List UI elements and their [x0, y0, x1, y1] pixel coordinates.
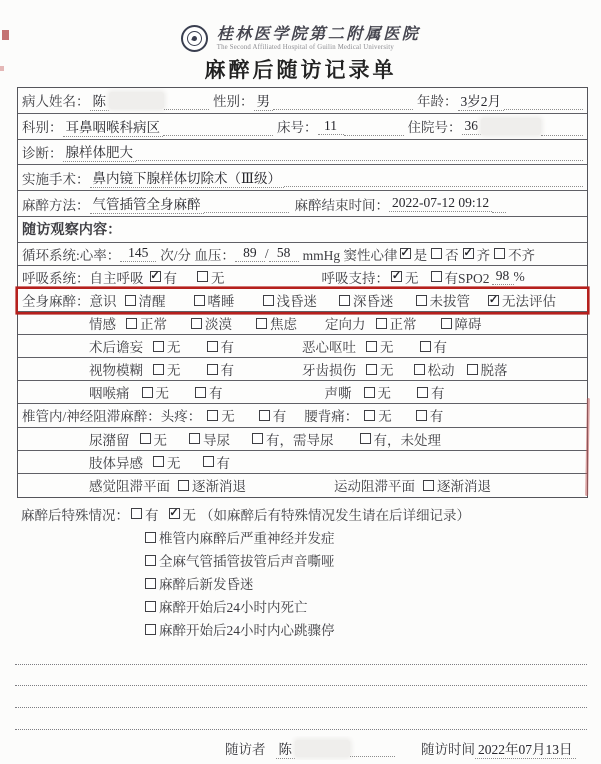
- checkbox-option: [131, 504, 159, 524]
- fill-in-line: [204, 198, 289, 213]
- checkbox-unchecked-icon: [360, 433, 371, 444]
- row-general-anesthesia-consciousness: [18, 289, 587, 312]
- checkbox-label: 松动: [427, 363, 455, 379]
- checkbox-option: [467, 359, 508, 379]
- checkbox-unchecked-icon: [366, 364, 377, 375]
- checkbox-option: [189, 429, 230, 449]
- checkbox-option: [360, 429, 442, 449]
- field-label: 随访时间: [421, 742, 475, 757]
- field-label: 呼吸支持：: [321, 270, 389, 286]
- checkbox-option: [125, 290, 166, 310]
- field-label: 麻醉方法：: [22, 197, 90, 213]
- fill-in-line: [284, 172, 583, 187]
- checkbox-label: 无: [380, 340, 394, 356]
- checkbox-option: [126, 313, 167, 333]
- checkbox-option: [145, 573, 254, 593]
- checkbox-label: 无: [167, 455, 181, 471]
- checkbox-label: 有: [433, 340, 447, 356]
- checkbox-unchecked-icon: [207, 410, 218, 421]
- checkbox-label: 深昏迷: [353, 294, 394, 310]
- redaction-blur: [109, 92, 164, 109]
- checkbox-option: [145, 596, 308, 616]
- checkbox-unchecked-icon: [153, 456, 164, 467]
- field-label: 呼吸系统：自主呼吸: [22, 270, 144, 286]
- row-block-plane: [18, 474, 587, 497]
- checkbox-unchecked-icon: [256, 318, 267, 329]
- field-value: 腺样体肥大: [63, 141, 137, 162]
- checkbox-checked-icon: ✓: [463, 247, 473, 260]
- row-complication-new-coma: [17, 572, 588, 595]
- checkbox-unchecked-icon: [203, 456, 214, 467]
- checkbox-label: 无法评估: [502, 294, 556, 310]
- field-label: （如麻醉后有特殊情况发生请在后详细记录）: [200, 507, 470, 523]
- field-label: 椎管内/神经阻滞麻醉：头疼：: [22, 409, 202, 425]
- checkbox-option: [142, 382, 170, 402]
- checkbox-label: 浅昏迷: [276, 294, 317, 310]
- checkbox-checked-icon: ✓: [391, 270, 402, 283]
- checkbox-label: 无: [167, 340, 181, 356]
- form-header: [0, 0, 601, 83]
- checkbox-label: 麻醉后新发昏迷: [159, 577, 254, 593]
- checkbox-label: 有: [163, 270, 177, 286]
- field-label: 科别：: [22, 120, 63, 136]
- checkbox-unchecked-icon: [145, 601, 156, 612]
- checkbox-label: 无: [182, 507, 196, 523]
- checkbox-label: 有: [209, 386, 223, 402]
- checkbox-checked-icon: ✓: [150, 270, 160, 283]
- checkbox-option: [431, 244, 459, 264]
- checkbox-unchecked-icon: [197, 271, 208, 282]
- checkbox-label: 无: [221, 409, 235, 425]
- row-complication-hoarseness: [17, 549, 588, 572]
- checkbox-label: 否: [445, 247, 459, 263]
- row-urinary-retention: [18, 428, 587, 451]
- checkbox-label: 有: [220, 340, 234, 356]
- checkbox-option: [420, 336, 448, 356]
- field-label: 肢体异感: [89, 455, 143, 471]
- checkbox-label: 有: [220, 363, 234, 379]
- checkbox-unchecked-icon: [416, 295, 427, 306]
- field-label: 恶心呕吐: [302, 340, 356, 356]
- checkbox-option: [153, 359, 181, 379]
- field-value: 145: [120, 245, 156, 262]
- checkbox-label: 正常: [389, 317, 417, 333]
- checkbox-label: 脱落: [480, 363, 508, 379]
- row-special-situation: [17, 502, 588, 526]
- field-label: 次/分 血压：: [160, 247, 235, 263]
- checkbox-option: [207, 359, 235, 379]
- checkbox-label: 齐: [476, 247, 491, 263]
- checkbox-option: [366, 336, 394, 356]
- checkbox-unchecked-icon: [131, 508, 142, 519]
- follow-up-form-table: [17, 87, 588, 498]
- field-value: 2022年07月13日: [475, 738, 576, 759]
- checkbox-option: [194, 290, 235, 310]
- row-complication-cardiac-arrest-24h: [17, 618, 588, 641]
- field-value: 鼻内镜下腺样体切除术（Ⅲ级）: [90, 167, 285, 188]
- checkbox-unchecked-icon: [366, 341, 377, 352]
- checkbox-label: 无: [405, 270, 419, 286]
- hospital-name-block: [217, 25, 421, 51]
- checkbox-option: [140, 429, 168, 449]
- field-label: 住院号：: [407, 120, 462, 136]
- field-label: 感觉阻滞平面: [89, 479, 170, 495]
- checkbox-unchecked-icon: [494, 248, 505, 259]
- special-situation-section: [17, 502, 588, 641]
- row-signature: [17, 736, 588, 760]
- checkbox-label: 嗜睡: [207, 294, 235, 310]
- checkbox-option: [494, 244, 535, 264]
- checkbox-option: [195, 382, 223, 402]
- checkbox-label: 导尿: [203, 432, 230, 448]
- checkbox-option: [376, 313, 417, 333]
- fill-in-line: [492, 198, 506, 213]
- field-label: 尿潴留: [89, 432, 130, 448]
- checkbox-unchecked-icon: [467, 364, 478, 375]
- field-value: 98: [492, 268, 514, 285]
- row-limb-sensation: [18, 451, 587, 474]
- field-label: 情感: [89, 317, 116, 333]
- field-value: 58: [269, 245, 299, 262]
- checkbox-unchecked-icon: [416, 410, 427, 421]
- checkbox-label: 无: [377, 386, 391, 402]
- checkbox-unchecked-icon: [126, 318, 137, 329]
- row-delirium-nausea: [18, 335, 587, 358]
- checkbox-label: 淡漠: [205, 317, 232, 333]
- checkbox-option: [339, 290, 394, 310]
- field-label: 随访者: [225, 742, 266, 757]
- checkbox-unchecked-icon: [145, 555, 156, 566]
- checkbox-unchecked-icon: [207, 341, 218, 352]
- checkbox-label: 有: [145, 507, 159, 523]
- checkbox-option: [259, 405, 287, 425]
- hospital-name-en: The Second Affiliated Hospital of Guilin Medical University: [216, 44, 394, 52]
- checkbox-option: [169, 504, 197, 524]
- field-value: 2022-07-12 09:12: [389, 195, 492, 212]
- checkbox-option: [145, 619, 335, 639]
- field-value: 气管插管全身麻醉: [90, 193, 204, 214]
- field-label: 麻醉结束时间：: [294, 197, 389, 213]
- fill-in-line: [164, 95, 209, 110]
- signature-section: [17, 736, 588, 760]
- checkbox-unchecked-icon: [207, 364, 218, 375]
- row-circulation: [18, 243, 587, 266]
- redaction-blur: [295, 740, 350, 757]
- hospital-logo-icon: [181, 25, 208, 52]
- checkbox-label: 有: [431, 386, 445, 402]
- checkbox-unchecked-icon: [140, 433, 151, 444]
- row-vision-teeth: [18, 358, 587, 381]
- row-diagnosis: [18, 140, 587, 166]
- checkbox-label: 麻醉开始后24小时内死亡: [159, 600, 308, 616]
- checkbox-unchecked-icon: [189, 433, 200, 444]
- field-label: 床号：: [277, 120, 318, 136]
- field-label: 腰背痛：: [304, 409, 359, 425]
- checkbox-unchecked-icon: [423, 480, 434, 491]
- checkbox-label: 有: [272, 409, 287, 425]
- fill-in-line: [163, 121, 273, 136]
- checkbox-option: [207, 405, 235, 425]
- checkbox-label: 麻醉开始后24小时内心跳骤停: [159, 623, 335, 639]
- checkbox-unchecked-icon: [364, 410, 375, 421]
- checkbox-label: 无: [155, 386, 169, 402]
- field-label: 病人姓名：: [22, 94, 90, 110]
- field-value: 男: [254, 90, 274, 111]
- checkbox-label: 有SPO2: [444, 270, 490, 286]
- blank-note-line: [15, 708, 587, 730]
- checkbox-unchecked-icon: [125, 295, 136, 306]
- hospital-brand: [0, 21, 601, 55]
- checkbox-option: [191, 313, 232, 333]
- checkbox-option: [153, 452, 181, 472]
- checkbox-label: 逐渐消退: [192, 479, 246, 495]
- checkbox-option: [488, 290, 556, 310]
- checkbox-unchecked-icon: [431, 248, 442, 259]
- checkbox-option: [364, 382, 392, 402]
- row-emotion-orientation: [18, 312, 587, 335]
- checkbox-label: 不齐: [508, 247, 536, 263]
- blank-note-line: [15, 665, 587, 687]
- row-respiration: [18, 266, 587, 289]
- checkbox-label: 正常: [140, 317, 167, 333]
- checkbox-unchecked-icon: [153, 341, 164, 352]
- hospital-name-cn: 桂林医学院第二附属医院: [216, 25, 421, 43]
- checkbox-option: [463, 244, 491, 264]
- checkbox-label: 无: [211, 270, 225, 286]
- checkbox-label: 有: [429, 409, 444, 425]
- checkbox-option: [178, 475, 246, 495]
- checkbox-unchecked-icon: [259, 410, 270, 421]
- fill-in-line: [344, 121, 404, 136]
- checkbox-unchecked-icon: [195, 387, 206, 398]
- checkbox-option: [153, 336, 181, 356]
- checkbox-unchecked-icon: [145, 578, 156, 589]
- field-label: 咽喉痛: [89, 386, 130, 402]
- field-label: 麻醉后特殊情况：: [21, 507, 129, 523]
- field-label: 定向力: [325, 317, 366, 333]
- checkbox-label: 有，需导尿: [266, 432, 334, 448]
- blank-note-line: [15, 643, 587, 665]
- checkbox-option: [150, 267, 178, 287]
- field-value: 89: [235, 245, 265, 262]
- checkbox-option: [252, 429, 334, 449]
- checkbox-label: 逐渐消退: [437, 479, 491, 495]
- field-label: 年龄：: [417, 94, 458, 110]
- checkbox-unchecked-icon: [441, 318, 452, 329]
- checkbox-unchecked-icon: [178, 480, 189, 491]
- checkbox-unchecked-icon: [145, 624, 156, 635]
- checkbox-option: [366, 359, 394, 379]
- checkbox-option: [417, 382, 445, 402]
- row-complication-spinal-nerve: [17, 526, 588, 549]
- checkbox-unchecked-icon: [153, 364, 164, 375]
- checkbox-unchecked-icon: [414, 364, 425, 375]
- field-label: 全身麻醉：意识: [22, 294, 117, 310]
- field-value: 陈: [276, 738, 296, 759]
- checkbox-unchecked-icon: [145, 532, 156, 543]
- checkbox-option: [416, 290, 471, 310]
- checkbox-label: 障碍: [454, 317, 482, 333]
- row-complication-death-24h: [17, 595, 588, 618]
- field-label: 性别：: [213, 94, 254, 110]
- row-surgery: [18, 165, 587, 191]
- blank-note-line: [15, 686, 587, 708]
- field-label: 随访观察内容：: [22, 222, 122, 239]
- row-department: [18, 114, 587, 140]
- checkbox-unchecked-icon: [142, 387, 153, 398]
- field-label: mmHg 窦性心律: [302, 247, 398, 263]
- field-value: 陈: [90, 90, 110, 111]
- checkbox-option: [207, 336, 235, 356]
- field-label: 循环系统:心率：: [22, 247, 121, 263]
- checkbox-option: [391, 267, 419, 287]
- field-value: 11: [318, 118, 344, 135]
- hospital-logo-emblem: [191, 35, 197, 41]
- row-throat-voice: [18, 381, 587, 404]
- checkbox-label: 无: [378, 409, 392, 425]
- field-value: 36: [462, 118, 482, 135]
- hospital-logo-inner-ring: [187, 31, 202, 46]
- checkbox-unchecked-icon: [376, 318, 387, 329]
- checkbox-option: [145, 527, 335, 547]
- row-spinal-block-headache: [18, 404, 587, 427]
- checkbox-unchecked-icon: [364, 387, 375, 398]
- checkbox-label: 是: [413, 247, 428, 263]
- row-patient-identity: [18, 88, 587, 114]
- checkbox-option: [423, 475, 491, 495]
- checkbox-label: 无: [167, 363, 181, 379]
- checkbox-unchecked-icon: [417, 387, 428, 398]
- checkbox-option: [203, 452, 231, 472]
- fill-in-line: [504, 95, 583, 110]
- checkbox-option: [441, 313, 482, 333]
- checkbox-unchecked-icon: [263, 295, 274, 306]
- field-label: %: [513, 268, 525, 284]
- checkbox-label: 未拔管: [429, 294, 470, 310]
- row-anesthesia-method: [18, 191, 587, 217]
- field-value: 耳鼻咽喉科病区: [63, 116, 164, 137]
- checkbox-option: [414, 359, 455, 379]
- checkbox-option: [263, 290, 318, 310]
- checkbox-option: [416, 405, 444, 425]
- field-value: 3岁2月: [458, 90, 505, 111]
- checkbox-label: 无: [153, 432, 167, 448]
- checkbox-option: [197, 267, 225, 287]
- fill-in-line: [273, 95, 413, 110]
- checkbox-unchecked-icon: [194, 295, 205, 306]
- redaction-blur: [481, 118, 541, 135]
- checkbox-label: 清醒: [138, 294, 166, 310]
- checkbox-unchecked-icon: [191, 318, 202, 329]
- checkbox-option: [364, 405, 392, 425]
- checkbox-unchecked-icon: [339, 295, 350, 306]
- page-title: 麻醉后随访记录单: [204, 58, 397, 82]
- checkbox-unchecked-icon: [431, 271, 442, 282]
- checkbox-option: [400, 244, 428, 264]
- field-label: 牙齿损伤: [302, 363, 356, 379]
- checkbox-option: [145, 550, 335, 570]
- fill-in-line: [136, 146, 583, 161]
- checkbox-checked-icon: ✓: [169, 507, 179, 520]
- fill-in-line: [350, 742, 395, 757]
- checkbox-label: 有，未处理: [373, 432, 441, 448]
- fill-in-line: [541, 121, 583, 136]
- checkbox-label: 焦虑: [270, 317, 297, 333]
- checkbox-checked-icon: ✓: [488, 293, 499, 306]
- checkbox-label: 全麻气管插管拔管后声音嘶哑: [159, 554, 335, 570]
- row-section-header: [18, 217, 587, 243]
- checkbox-label: 无: [380, 363, 394, 379]
- checkbox-option: [256, 313, 297, 333]
- checkbox-option: [431, 267, 490, 287]
- notes-blank-lines: [15, 643, 587, 730]
- field-label: 实施手术：: [22, 171, 90, 187]
- field-label: 运动阻滞平面: [334, 479, 415, 495]
- checkbox-checked-icon: ✓: [400, 247, 410, 260]
- checkbox-label: 椎管内麻醉后严重神经并发症: [159, 531, 335, 547]
- field-label: 声嘶: [324, 386, 352, 402]
- checkbox-unchecked-icon: [420, 341, 431, 352]
- field-label: 诊断：: [22, 145, 63, 161]
- checkbox-unchecked-icon: [252, 433, 263, 444]
- field-label: /: [264, 245, 269, 261]
- checkbox-label: 有: [216, 455, 230, 471]
- field-label: 视物模糊: [89, 363, 143, 379]
- field-label: 术后谵妄: [89, 340, 143, 356]
